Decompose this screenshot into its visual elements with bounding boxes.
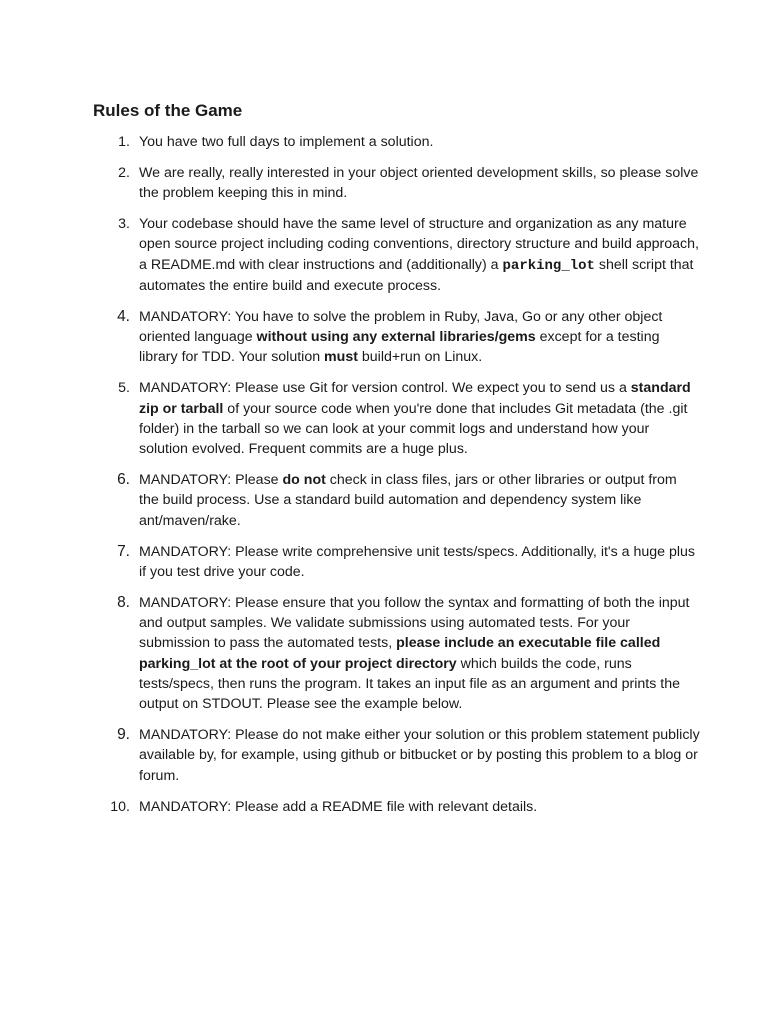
rule-text: shell script that automates the entire build and execute process. <box>139 256 694 294</box>
page-title: Rules of the Game <box>93 101 243 120</box>
rule-number: 7. <box>117 542 130 560</box>
rule-text: MANDATORY: Please <box>139 472 283 489</box>
rule-number: 9. <box>117 726 130 744</box>
rule-number: 8. <box>117 593 130 611</box>
rule-item-10 <box>0 797 700 817</box>
rule-text: MANDATORY: Please write comprehensive unit tests/specs. Additionally, it's a huge plus if you test drive your code. <box>139 543 696 580</box>
rule-number: 6. <box>117 471 130 489</box>
rule-text: of your source code when you're done that includes Git metadata (the .git folder) in the tarball so we can look at your commit logs and understand how your solution evolved. Frequent commits are a huge plus. <box>139 400 688 458</box>
rule-text: MANDATORY: Please use Git for version control. We expect you to send us a <box>139 380 631 397</box>
rules-list <box>0 132 700 828</box>
rule-text: Your codebase should have the same level of structure and organization as any mature open source project including coding conventions, directory structure and build approach, a README.md with clear instructions and (additionally) a <box>139 216 699 273</box>
rule-text: build+run on Linux. <box>357 349 483 366</box>
rule-item-8 <box>0 593 700 715</box>
rule-number: 10. <box>110 798 130 815</box>
rule-number: 1. <box>118 134 130 150</box>
rule-text: MANDATORY: Please add a README file with relevant details. <box>139 798 538 815</box>
rule-text: We are really, really interested in your object oriented development skills, so please solve the problem keeping this in mind. <box>139 164 699 202</box>
rule-item-9 <box>0 725 700 786</box>
rule-emphasis: standard zip or tarball <box>139 380 691 417</box>
rule-number: 3. <box>118 216 130 233</box>
parking-lot-script-name: parking_lot <box>502 257 595 274</box>
rule-text: except for a testing library for TDD. Your solution <box>139 329 660 366</box>
rule-item-6 <box>0 470 700 531</box>
rule-item-7 <box>0 542 700 583</box>
rule-item-4 <box>0 307 700 368</box>
rule-number: 4. <box>117 307 130 325</box>
rule-text: MANDATORY: Please ensure that you follow the syntax and formatting of both the input and output samples. We validate submissions using automated tests. For your submission to pass the automated tests, <box>139 594 690 652</box>
rule-item-2 <box>0 163 700 204</box>
rule-item-5 <box>0 378 700 459</box>
rule-emphasis: must <box>324 349 358 366</box>
rule-number: 5. <box>118 380 130 397</box>
rule-text: which builds the code, runs tests/specs, then runs the program. It takes an input file as an argument and prints the output on STDOUT. Please see the example below. <box>139 655 681 713</box>
rule-text: You have two full days to implement a solution. <box>139 134 434 150</box>
rule-emphasis: do not <box>282 472 326 489</box>
rule-text: MANDATORY: You have to solve the problem in Ruby, Java, Go or any other object oriented language <box>139 308 663 346</box>
rule-text: check in class files, jars or other libraries or output from the build process. Use a standard build automation and dependency system like ant/maven/rake. <box>139 472 677 529</box>
rule-item-3 <box>0 214 700 296</box>
rule-item-1 <box>0 132 700 152</box>
rule-text: MANDATORY: Please do not make either your solution or this problem statement publicly available by, for example, using github or bitbucket or by posting this problem to a blog or forum. <box>139 727 700 784</box>
rule-emphasis: without using any external libraries/gems <box>256 329 536 346</box>
rule-emphasis: please include an executable file called parking_lot at the root of your project directory <box>139 635 661 672</box>
rule-number: 2. <box>118 164 130 181</box>
